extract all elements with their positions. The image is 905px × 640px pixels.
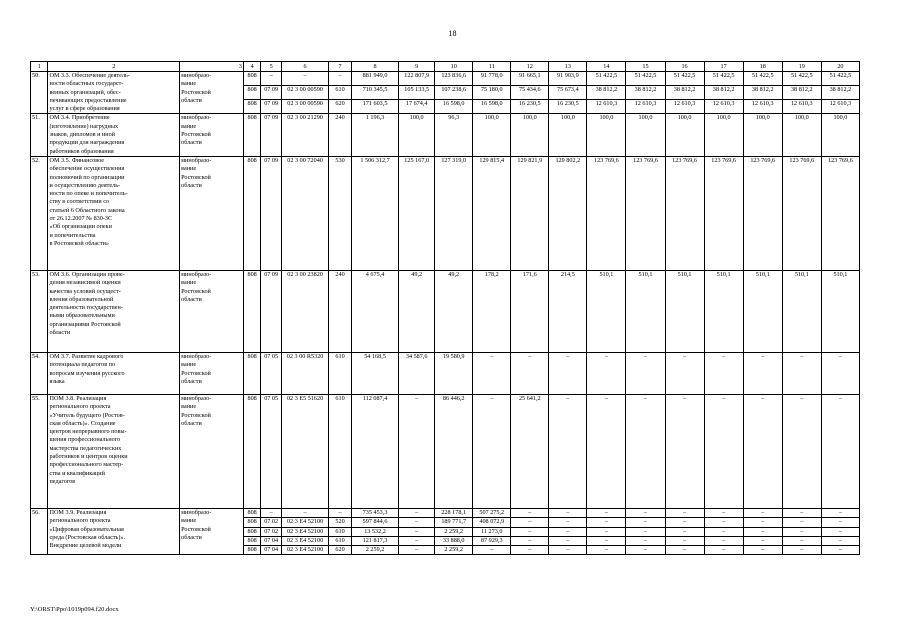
- table-cell: –: [261, 508, 282, 517]
- table-cell: 171 603,5: [351, 100, 398, 114]
- header-cell: 1: [31, 62, 48, 72]
- table-cell: 597 844,6: [351, 518, 398, 527]
- executor: минобразо- вание Ростовской области: [180, 394, 244, 508]
- table-cell: –: [821, 518, 859, 527]
- table-cell: 4 675,4: [351, 270, 398, 352]
- header-cell: 7: [329, 62, 352, 72]
- table-cell: 808: [243, 536, 260, 545]
- table-cell: 34 587,6: [399, 352, 435, 394]
- table-cell: 610: [329, 394, 352, 508]
- table-cell: 11 273,0: [473, 527, 511, 536]
- table-cell: 240: [329, 270, 352, 352]
- table-cell: 12 610,3: [587, 100, 626, 114]
- table-cell: 07 09: [261, 100, 282, 114]
- table-cell: –: [511, 518, 549, 527]
- table-cell: –: [473, 394, 511, 508]
- table-cell: –: [626, 536, 665, 545]
- table-cell: 49,2: [399, 270, 435, 352]
- table-cell: 171,6: [511, 270, 549, 352]
- table-cell: 127 319,0: [435, 156, 473, 270]
- table-cell: 38 812,2: [587, 86, 626, 100]
- table-cell: 07 02: [261, 527, 282, 536]
- table-cell: –: [782, 352, 821, 394]
- table-cell: 610: [329, 86, 352, 100]
- table-cell: 1 196,3: [351, 114, 398, 156]
- table-cell: 02 3 E4 52100: [281, 536, 328, 545]
- table-cell: –: [587, 518, 626, 527]
- table-cell: –: [511, 352, 549, 394]
- table-cell: 510,1: [626, 270, 665, 352]
- table-row: [31, 508, 860, 517]
- measure-name: ПОМ 3.9. Реализация регионального проекта «Цифровая образовательная среда (Ростовская область)». Внедрение целевой модели: [48, 508, 180, 554]
- header-cell: 16: [665, 62, 704, 72]
- header-cell: 12: [511, 62, 549, 72]
- table-cell: –: [821, 546, 859, 555]
- measure-name: ПОМ 3.8. Реализация регионального проекта «Учитель будущего (Ростов- ская область)». Создание центров непрерывного повы- шения профессионального мастерства педагогических работников и центров оценки профессионального мастер- ства и квалификаций педагогов: [48, 394, 180, 508]
- header-cell: 4: [243, 62, 260, 72]
- table-cell: –: [743, 546, 782, 555]
- table-cell: –: [821, 394, 859, 508]
- table-cell: 02 3 E4 52100: [281, 518, 328, 527]
- header-cell: 15: [626, 62, 665, 72]
- row-number: 53.: [31, 270, 48, 352]
- table-cell: 1 506 312,7: [351, 156, 398, 270]
- page-number: 18: [448, 29, 457, 38]
- table-cell: 02 3 E4 52100: [281, 527, 328, 536]
- table-cell: 710 345,5: [351, 86, 398, 100]
- table-cell: 2 259,2: [435, 527, 473, 536]
- table-cell: 51 422,5: [626, 72, 665, 86]
- table-cell: 808: [243, 114, 260, 156]
- table-cell: 121 817,3: [351, 536, 398, 545]
- table-cell: –: [399, 394, 435, 508]
- table-cell: –: [473, 546, 511, 555]
- table-cell: 123 769,6: [704, 156, 743, 270]
- table-cell: 38 812,2: [704, 86, 743, 100]
- table-cell: 19 580,9: [435, 352, 473, 394]
- table-cell: 2 259,2: [351, 546, 398, 555]
- table-cell: –: [665, 352, 704, 394]
- table-cell: 122 807,9: [399, 72, 435, 86]
- table-cell: 240: [329, 114, 352, 156]
- header-cell: 20: [821, 62, 859, 72]
- table-row: [31, 72, 860, 86]
- table-cell: –: [511, 536, 549, 545]
- table-cell: –: [281, 508, 328, 517]
- table-cell: 620: [329, 546, 352, 555]
- table-cell: 51 422,5: [704, 72, 743, 86]
- table-cell: 610: [329, 527, 352, 536]
- header-cell: 19: [782, 62, 821, 72]
- table-cell: 100,0: [399, 114, 435, 156]
- table-cell: 02 3 E5 51620: [281, 394, 328, 508]
- table-cell: –: [626, 527, 665, 536]
- table-cell: 49,2: [435, 270, 473, 352]
- table-cell: 38 812,2: [665, 86, 704, 100]
- table-cell: –: [549, 394, 587, 508]
- table-cell: –: [549, 546, 587, 555]
- table-cell: 129 821,9: [511, 156, 549, 270]
- table-cell: –: [704, 546, 743, 555]
- measure-name: ОМ 3.6. Организация прове- дения независимой оценки качества условий осущест- вления образовательной деятельности государствен- ными образовательными организациями Ростовской области: [48, 270, 180, 352]
- table-cell: 100,0: [626, 114, 665, 156]
- table-cell: 510,1: [704, 270, 743, 352]
- executor: минобразо- вание Ростовской области: [180, 156, 244, 270]
- table-cell: 07 05: [261, 352, 282, 394]
- table-cell: 02 3 00 21290: [281, 114, 328, 156]
- table-cell: –: [665, 546, 704, 555]
- table-cell: 02 3 00 23820: [281, 270, 328, 352]
- header-row: [31, 62, 860, 72]
- table-cell: –: [626, 518, 665, 527]
- table-cell: 25 641,2: [511, 394, 549, 508]
- table-cell: 510,1: [587, 270, 626, 352]
- table-cell: 123 769,6: [743, 156, 782, 270]
- table-cell: –: [549, 536, 587, 545]
- table-cell: –: [665, 518, 704, 527]
- table-cell: –: [587, 527, 626, 536]
- table-cell: 07 04: [261, 536, 282, 545]
- table-cell: –: [399, 508, 435, 517]
- table-cell: 610: [329, 536, 352, 545]
- row-number: 52.: [31, 156, 48, 270]
- table-cell: –: [704, 352, 743, 394]
- table-cell: 510,1: [782, 270, 821, 352]
- table-cell: 228 178,1: [435, 508, 473, 517]
- table-cell: –: [782, 518, 821, 527]
- table-row: [31, 352, 860, 394]
- table-cell: –: [587, 508, 626, 517]
- table-cell: 51 422,5: [665, 72, 704, 86]
- table-cell: 86 446,2: [435, 394, 473, 508]
- table-cell: 808: [243, 527, 260, 536]
- header-cell: 3: [180, 62, 244, 72]
- executor: минобразо- вание Ростовской области: [180, 270, 244, 352]
- table-cell: –: [626, 352, 665, 394]
- table-cell: 16 598,0: [473, 100, 511, 114]
- table-cell: 75 673,4: [549, 86, 587, 100]
- table-cell: 178,2: [473, 270, 511, 352]
- table-cell: –: [473, 352, 511, 394]
- table-cell: –: [399, 546, 435, 555]
- table-cell: 51 422,5: [821, 72, 859, 86]
- table-cell: –: [743, 527, 782, 536]
- table-cell: –: [704, 394, 743, 508]
- table-cell: 520: [329, 518, 352, 527]
- table-cell: 51 422,5: [587, 72, 626, 86]
- header-cell: 10: [435, 62, 473, 72]
- table-cell: 75 180,0: [473, 86, 511, 100]
- table-cell: –: [626, 394, 665, 508]
- table-cell: 38 812,2: [782, 86, 821, 100]
- row-number: 55.: [31, 394, 48, 508]
- table-cell: 123 836,6: [435, 72, 473, 86]
- table-cell: 100,0: [549, 114, 587, 156]
- table-cell: 33 888,0: [435, 536, 473, 545]
- executor: минобразо- вание Ростовской области: [180, 114, 244, 156]
- table-cell: –: [665, 394, 704, 508]
- table-cell: 123 769,6: [782, 156, 821, 270]
- table-row: [31, 156, 860, 270]
- table-cell: 105 133,5: [399, 86, 435, 100]
- table-cell: 12 610,3: [782, 100, 821, 114]
- table-cell: 12 610,3: [626, 100, 665, 114]
- table-cell: 125 167,0: [399, 156, 435, 270]
- table-cell: 100,0: [511, 114, 549, 156]
- table-cell: 100,0: [782, 114, 821, 156]
- table-cell: –: [399, 527, 435, 536]
- table-cell: –: [743, 536, 782, 545]
- table-cell: 75 434,6: [511, 86, 549, 100]
- table-cell: 17 674,4: [399, 100, 435, 114]
- table-cell: –: [587, 394, 626, 508]
- table-cell: –: [626, 508, 665, 517]
- table-cell: –: [782, 546, 821, 555]
- table-cell: 507 275,2: [473, 508, 511, 517]
- table-cell: 100,0: [743, 114, 782, 156]
- table-cell: 54 168,5: [351, 352, 398, 394]
- table-cell: 881 949,0: [351, 72, 398, 86]
- table-cell: –: [704, 518, 743, 527]
- table-cell: 07 09: [261, 270, 282, 352]
- table-cell: –: [704, 527, 743, 536]
- table-cell: –: [743, 394, 782, 508]
- table-cell: 808: [243, 270, 260, 352]
- table-cell: 510,1: [821, 270, 859, 352]
- table-cell: 07 09: [261, 156, 282, 270]
- table-cell: 808: [243, 394, 260, 508]
- table-cell: 51 422,5: [782, 72, 821, 86]
- table-cell: 12 610,3: [665, 100, 704, 114]
- table-cell: 123 769,6: [821, 156, 859, 270]
- table-cell: –: [782, 527, 821, 536]
- executor: минобразо- вание Ростовской области: [180, 352, 244, 394]
- table-cell: –: [261, 72, 282, 86]
- table-row: [31, 270, 860, 352]
- measure-name: ОМ 3.5. Финансовое обеспечение осуществления полномочий по организации и осуществлению деятель- ности по опеке и попечитель- ству в соответствии со статьей 6 Областного закона от 26.12.2007 № 830-ЗС «Об организации опеки и попечительства в Ростовской области»: [48, 156, 180, 270]
- table-cell: 510,1: [743, 270, 782, 352]
- header-cell: 18: [743, 62, 782, 72]
- executor: минобразо- вание Ростовской области: [180, 508, 244, 554]
- table-cell: 07 04: [261, 546, 282, 555]
- table-cell: 610: [329, 352, 352, 394]
- table-cell: 808: [243, 86, 260, 100]
- executor: минобразо- вание Ростовской области: [180, 72, 244, 114]
- table-cell: 112 087,4: [351, 394, 398, 508]
- table-cell: 07 09: [261, 86, 282, 100]
- header-cell: 2: [48, 62, 180, 72]
- footer-file-path: Y:\ORST\Ppo\1019p094.f20.docx: [30, 606, 119, 613]
- table-cell: –: [821, 508, 859, 517]
- table-cell: –: [549, 518, 587, 527]
- table-cell: 91 778,0: [473, 72, 511, 86]
- header-cell: 6: [281, 62, 328, 72]
- header-cell: 14: [587, 62, 626, 72]
- table-cell: 16 230,5: [549, 100, 587, 114]
- table-cell: –: [511, 527, 549, 536]
- table-cell: –: [743, 352, 782, 394]
- table-cell: 96,3: [435, 114, 473, 156]
- table-cell: 16 230,5: [511, 100, 549, 114]
- table-cell: –: [821, 536, 859, 545]
- table-cell: –: [821, 352, 859, 394]
- table-cell: 87 929,3: [473, 536, 511, 545]
- table-cell: 100,0: [665, 114, 704, 156]
- table-cell: –: [329, 72, 352, 86]
- table-cell: 12 610,3: [704, 100, 743, 114]
- table-cell: 189 771,7: [435, 518, 473, 527]
- table-cell: 123 769,6: [587, 156, 626, 270]
- table-cell: 735 453,3: [351, 508, 398, 517]
- table-cell: 214,5: [549, 270, 587, 352]
- table-cell: –: [329, 508, 352, 517]
- table-cell: 38 812,2: [743, 86, 782, 100]
- table-cell: 91 903,9: [549, 72, 587, 86]
- table-row: [31, 394, 860, 508]
- table-cell: 02 3 00 00590: [281, 100, 328, 114]
- table-cell: 808: [243, 508, 260, 517]
- measure-name: ОМ 3.3. Обеспечение деятель- ности областных государст- венных организаций, обес- печивающих предоставление услуг в сфере образования: [48, 72, 180, 114]
- header-cell: 13: [549, 62, 587, 72]
- table-cell: –: [704, 508, 743, 517]
- table-cell: 620: [329, 100, 352, 114]
- table-cell: 2 259,2: [435, 546, 473, 555]
- table-cell: 100,0: [704, 114, 743, 156]
- table-cell: –: [743, 508, 782, 517]
- table-cell: 808: [243, 156, 260, 270]
- table-cell: 07 05: [261, 394, 282, 508]
- table-cell: 51 422,5: [743, 72, 782, 86]
- table-cell: 07 09: [261, 114, 282, 156]
- table-cell: –: [587, 546, 626, 555]
- budget-table: [30, 61, 860, 555]
- measure-name: ОМ 3.7. Развитие кадрового потенциала педагогов по вопросам изучения русского языка: [48, 352, 180, 394]
- header-cell: 8: [351, 62, 398, 72]
- header-cell: 9: [399, 62, 435, 72]
- table-cell: 100,0: [473, 114, 511, 156]
- table-cell: 408 072,9: [473, 518, 511, 527]
- table-cell: 12 610,3: [821, 100, 859, 114]
- table-cell: –: [743, 518, 782, 527]
- table-cell: 38 812,2: [626, 86, 665, 100]
- table-cell: –: [782, 508, 821, 517]
- row-number: 56.: [31, 508, 48, 554]
- table-row: [31, 114, 860, 156]
- table-cell: –: [399, 518, 435, 527]
- row-number: 50.: [31, 72, 48, 114]
- table-cell: 02 3 00 72040: [281, 156, 328, 270]
- table-cell: –: [549, 508, 587, 517]
- table-cell: 808: [243, 100, 260, 114]
- row-number: 51.: [31, 114, 48, 156]
- table-cell: 510,1: [665, 270, 704, 352]
- table-cell: –: [821, 527, 859, 536]
- table-cell: 129 815,4: [473, 156, 511, 270]
- table-cell: 12 610,3: [743, 100, 782, 114]
- table-cell: 808: [243, 352, 260, 394]
- header-cell: 11: [473, 62, 511, 72]
- table-cell: 123 769,6: [626, 156, 665, 270]
- table-cell: –: [665, 527, 704, 536]
- table-cell: –: [549, 527, 587, 536]
- header-cell: 17: [704, 62, 743, 72]
- header-cell: 5: [261, 62, 282, 72]
- table-cell: –: [549, 352, 587, 394]
- table-cell: –: [511, 508, 549, 517]
- table-cell: 91 665,1: [511, 72, 549, 86]
- table-cell: 100,0: [587, 114, 626, 156]
- table-cell: 100,0: [821, 114, 859, 156]
- table-cell: –: [399, 536, 435, 545]
- table-cell: –: [587, 536, 626, 545]
- row-number: 54.: [31, 352, 48, 394]
- table-cell: –: [281, 72, 328, 86]
- table-cell: 02 3 00 00590: [281, 86, 328, 100]
- table-cell: –: [782, 394, 821, 508]
- table-cell: –: [665, 536, 704, 545]
- table-cell: 07 02: [261, 518, 282, 527]
- table-cell: 808: [243, 518, 260, 527]
- table-cell: 16 598,0: [435, 100, 473, 114]
- table-cell: –: [704, 536, 743, 545]
- table-cell: 38 812,2: [821, 86, 859, 100]
- table-cell: 107 238,6: [435, 86, 473, 100]
- table-cell: –: [626, 546, 665, 555]
- table-cell: 808: [243, 72, 260, 86]
- table-cell: –: [665, 508, 704, 517]
- table-cell: 123 769,6: [665, 156, 704, 270]
- table-cell: 13 532,2: [351, 527, 398, 536]
- table-cell: 02 3 E4 52100: [281, 546, 328, 555]
- table-cell: 530: [329, 156, 352, 270]
- measure-name: ОМ 3.4. Приобретение (изготовление) нагрудных знаков, дипломов и иной продукции для награждения работников образования: [48, 114, 180, 156]
- table-cell: 808: [243, 546, 260, 555]
- table-cell: –: [587, 352, 626, 394]
- table-cell: 129 802,2: [549, 156, 587, 270]
- table-cell: 02 3 00 R5320: [281, 352, 328, 394]
- table-cell: –: [782, 536, 821, 545]
- table-cell: –: [511, 546, 549, 555]
